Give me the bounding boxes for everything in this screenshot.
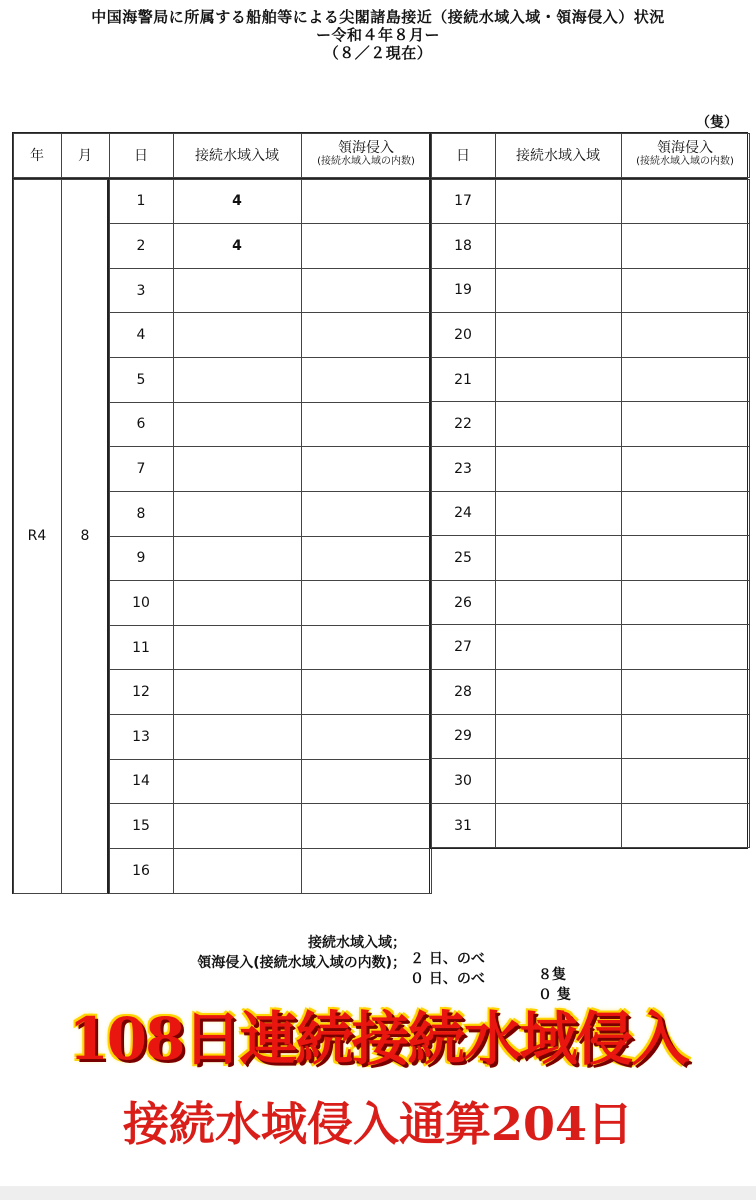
contiguous-cell (173, 580, 302, 626)
contiguous-cell (495, 179, 622, 225)
contiguous-cell (495, 580, 622, 626)
day-cell: 31 (431, 803, 496, 849)
contiguous-cell (495, 491, 622, 537)
summary-contiguous-label: 接続水域入域； (308, 935, 406, 951)
header-territorial (301, 133, 432, 178)
year-month-cells (12, 178, 108, 894)
territorial-cell (301, 446, 432, 492)
banner-total-days: 接続水域侵入通算204日 (122, 1097, 634, 1151)
territorial-cell (621, 491, 750, 537)
table-body-right (430, 178, 748, 849)
contiguous-cell (173, 536, 302, 582)
territorial-cell (621, 624, 750, 670)
territorial-cell (301, 536, 432, 582)
day-cell: 30 (431, 758, 496, 804)
territorial-cell (301, 848, 432, 894)
header-day: 日 (431, 133, 496, 178)
territorial-cell (621, 803, 750, 849)
contiguous-cell (495, 758, 622, 804)
contiguous-cell (495, 446, 622, 492)
day-cell: 27 (431, 624, 496, 670)
contiguous-cell (495, 223, 622, 269)
contiguous-cell (173, 268, 302, 314)
territorial-cell (621, 179, 750, 225)
contiguous-cell (173, 491, 302, 537)
header-contiguous: 接続水域入域 (173, 133, 302, 178)
territorial-cell (301, 580, 432, 626)
day-cell: 5 (109, 357, 174, 403)
territorial-cell (621, 535, 750, 581)
day-cell: 7 (109, 446, 174, 492)
territorial-cell (621, 268, 750, 314)
territorial-cell (621, 223, 750, 269)
day-cell: 13 (109, 714, 174, 760)
territorial-cell (301, 491, 432, 537)
day-cell: 21 (431, 357, 496, 403)
header-territorial-sub: (接続水域入域の内数) (636, 156, 734, 167)
territorial-cell (301, 669, 432, 715)
contiguous-cell (495, 268, 622, 314)
table-header-right (430, 132, 748, 178)
day-cell: 23 (431, 446, 496, 492)
header-territorial-label: 領海侵入 (338, 140, 394, 156)
contiguous-cell (173, 357, 302, 403)
day-cell: 9 (109, 536, 174, 582)
day-cell: 10 (109, 580, 174, 626)
day-cell: 16 (109, 848, 174, 894)
territorial-cell (301, 402, 432, 448)
day-cell: 20 (431, 312, 496, 358)
header-contiguous: 接続水域入域 (495, 133, 622, 178)
day-cell: 22 (431, 401, 496, 447)
day-cell: 15 (109, 803, 174, 849)
day-cell: 6 (109, 402, 174, 448)
territorial-cell (301, 803, 432, 849)
territorial-cell (301, 312, 432, 358)
document-subtitle-asof: （８／２現在） (323, 44, 433, 62)
contiguous-cell (495, 357, 622, 403)
day-cell: 8 (109, 491, 174, 537)
contiguous-cell: 4 (173, 179, 302, 225)
contiguous-cell (495, 312, 622, 358)
document-title: 中国海警局に所属する船舶等による尖閣諸島接近（接続水域入域・領海侵入）状況 (91, 8, 665, 26)
contiguous-cell (495, 535, 622, 581)
contiguous-cell (173, 848, 302, 894)
day-cell: 29 (431, 714, 496, 760)
contiguous-cell: 4 (173, 223, 302, 269)
contiguous-cell (173, 312, 302, 358)
summary-territorial-days: ０ 日、のべ (410, 971, 485, 987)
territorial-cell (301, 268, 432, 314)
summary-contiguous-ships: ８隻 (524, 967, 566, 983)
header-territorial (621, 133, 750, 178)
header-territorial-label: 領海侵入 (657, 140, 713, 156)
contiguous-cell (173, 669, 302, 715)
contiguous-cell (495, 714, 622, 760)
day-cell: 1 (109, 179, 174, 225)
summary-territorial-label: 領海侵入(接続水域入域の内数)； (197, 955, 406, 971)
territorial-cell (301, 714, 432, 760)
contiguous-cell (495, 624, 622, 670)
table-body-left (108, 178, 430, 894)
header-year: 年 (13, 133, 62, 178)
territorial-cell (621, 580, 750, 626)
territorial-cell (621, 714, 750, 760)
day-cell: 11 (109, 625, 174, 671)
header-territorial-sub: (接続水域入域の内数) (317, 156, 415, 167)
day-cell: 12 (109, 669, 174, 715)
contiguous-cell (495, 803, 622, 849)
day-cell: 3 (109, 268, 174, 314)
day-cell: 28 (431, 669, 496, 715)
territorial-cell (301, 223, 432, 269)
day-cell: 14 (109, 759, 174, 805)
day-cell: 18 (431, 223, 496, 269)
contiguous-cell (495, 669, 622, 715)
territorial-cell (301, 759, 432, 805)
territorial-cell (621, 758, 750, 804)
contiguous-cell (173, 759, 302, 805)
territorial-cell (621, 446, 750, 492)
territorial-cell (301, 357, 432, 403)
banner-consecutive-days: 108日連続接続水域侵入 (68, 1005, 688, 1073)
header-day: 日 (109, 133, 174, 178)
day-cell: 25 (431, 535, 496, 581)
contiguous-cell (173, 714, 302, 760)
summary-territorial-ships: ０ 隻 (524, 987, 571, 1003)
day-cell: 26 (431, 580, 496, 626)
territorial-cell (301, 625, 432, 671)
territorial-cell (621, 312, 750, 358)
summary-territorial (0, 936, 756, 1003)
day-cell: 2 (109, 223, 174, 269)
summary-contiguous-days: ２ 日、のべ (410, 951, 485, 967)
month-cell: 8 (61, 179, 110, 894)
contiguous-cell (173, 402, 302, 448)
day-cell: 19 (431, 268, 496, 314)
contiguous-cell (173, 625, 302, 671)
unit-label: （隻） (696, 115, 738, 131)
territorial-cell (621, 401, 750, 447)
contiguous-cell (173, 446, 302, 492)
table-header-left (12, 132, 430, 178)
bottom-bar (0, 1186, 756, 1200)
territorial-cell (621, 357, 750, 403)
header-month: 月 (61, 133, 110, 178)
document-subtitle-month: ー令和４年８月ー (315, 26, 440, 44)
contiguous-cell (495, 401, 622, 447)
territorial-cell (301, 179, 432, 225)
day-cell: 17 (431, 179, 496, 225)
contiguous-cell (173, 803, 302, 849)
day-cell: 24 (431, 491, 496, 537)
year-cell: R4 (13, 179, 62, 894)
day-cell: 4 (109, 312, 174, 358)
territorial-cell (621, 669, 750, 715)
